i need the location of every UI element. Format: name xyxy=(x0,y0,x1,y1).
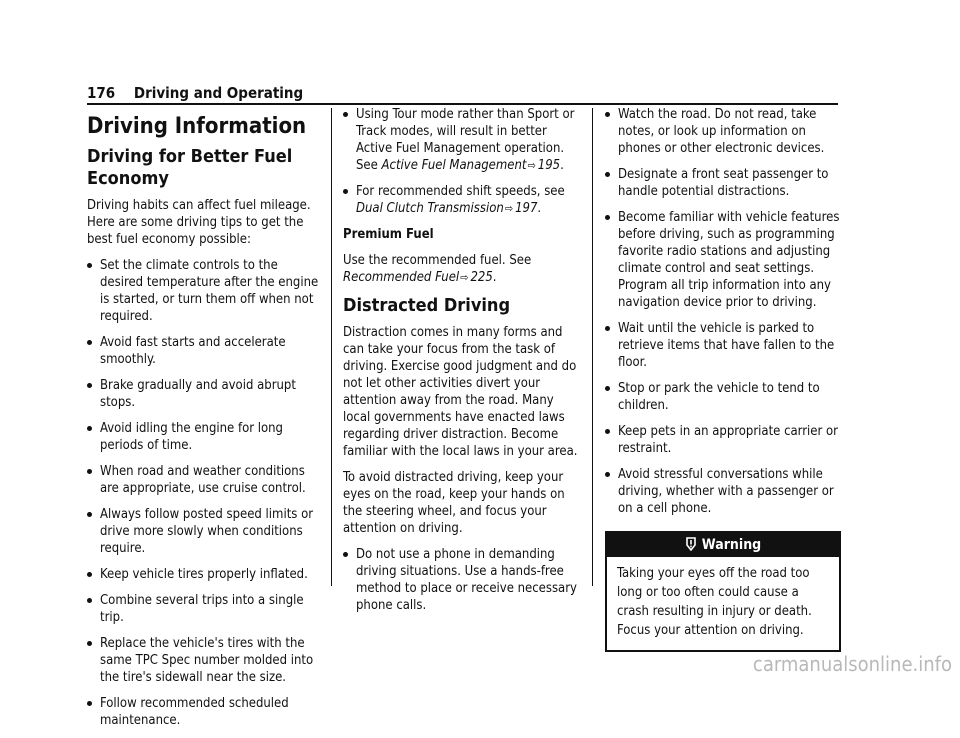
column-2 xyxy=(343,106,579,623)
list-item: When road and weather conditions are appropriate, use cruise control. xyxy=(87,463,319,497)
list-item: Replace the vehicle's tires with the same TPC Spec number molded into the tire's sidewall near the size. xyxy=(87,635,319,686)
list-item: Become familiar with vehicle features before driving, such as programming favorite radio stations and adjusting climate control and seat settings. Program all trip information into any navigation device prior to driving. xyxy=(605,209,841,311)
list-item: Set the climate controls to the desired temperature after the engine is started, or turn them off when not required. xyxy=(87,257,319,325)
period: . xyxy=(537,201,542,216)
warning-box xyxy=(605,531,841,652)
page-header xyxy=(87,84,303,102)
list-item: Keep vehicle tires properly inflated. xyxy=(87,566,319,583)
list-item: Always follow posted speed limits or drive more slowly when conditions require. xyxy=(87,506,319,557)
distraction-tips-list xyxy=(605,106,841,517)
warning-header xyxy=(607,533,839,557)
bullet-text: Using Tour mode rather than Sport or Track modes, will result in better Active Fuel Management operation. See xyxy=(356,107,575,173)
page-ref-195[interactable]: 195 xyxy=(537,158,561,173)
fuel-tips-list-continued xyxy=(343,106,579,217)
page-number: 176 xyxy=(87,84,116,102)
main-heading: Driving Information xyxy=(87,114,307,139)
list-item: Do not use a phone in demanding driving situations. Use a hands-free method to place or receive necessary phone calls. xyxy=(343,546,579,614)
period: . xyxy=(492,270,497,285)
distracted-paragraph-2: To avoid distracted driving, keep your eyes on the road, keep your hands on the steering wheel, and focus your attention on driving. xyxy=(343,470,565,536)
list-item xyxy=(343,106,579,174)
warning-icon xyxy=(685,534,697,558)
list-item: Avoid fast starts and accelerate smoothly. xyxy=(87,334,319,368)
list-item: Designate a front seat passenger to handle potential distractions. xyxy=(605,166,841,200)
list-item xyxy=(343,183,579,217)
column-divider-2 xyxy=(592,108,593,586)
distraction-list xyxy=(343,546,579,614)
column-1 xyxy=(87,106,319,738)
active-fuel-management-link[interactable]: Active Fuel Management xyxy=(381,158,527,173)
header-rule xyxy=(87,103,838,105)
list-item: Avoid idling the engine for long periods of time. xyxy=(87,420,319,454)
list-item: Wait until the vehicle is parked to retrieve items that have fallen to the floor. xyxy=(605,320,841,371)
period: . xyxy=(560,158,564,173)
list-item: Follow recommended scheduled maintenance. xyxy=(87,695,319,729)
distracted-paragraph-1: Distraction comes in many forms and can take your focus from the task of driving. Exercise good judgment and do not let other activities divert your attention away from the road. Many local governments have enacted laws regarding driver distraction. Become familiar with the local laws in your area. xyxy=(343,325,578,459)
warning-title: Warning xyxy=(701,537,762,553)
page-ref-arrow-icon: ⇨ xyxy=(527,159,536,172)
premium-fuel-heading: Premium Fuel xyxy=(343,227,434,242)
column-divider-1 xyxy=(331,108,332,586)
fuel-economy-intro: Driving habits can affect fuel mileage. Here are some driving tips to get the best fuel economy possible: xyxy=(87,198,311,247)
recommended-fuel-link[interactable]: Recommended Fuel xyxy=(343,270,460,285)
premium-fuel-text xyxy=(343,252,579,286)
premium-text: Use the recommended fuel. See xyxy=(343,253,532,268)
fuel-economy-heading: Driving for Better Fuel Economy xyxy=(87,146,293,189)
list-item: Watch the road. Do not read, take notes, or look up information on phones or other electronic devices. xyxy=(605,106,841,157)
page-ref-225[interactable]: 225 xyxy=(470,270,493,285)
watermark: carmanualsonline.info xyxy=(752,652,952,676)
distracted-driving-heading: Distracted Driving xyxy=(343,295,511,316)
page-ref-197[interactable]: 197 xyxy=(515,201,538,216)
list-item: Stop or park the vehicle to tend to children. xyxy=(605,380,841,414)
bullet-text: For recommended shift speeds, see xyxy=(356,184,565,199)
list-item: Keep pets in an appropriate carrier or restraint. xyxy=(605,423,841,457)
warning-text: Taking your eyes off the road too long or too often could cause a crash resulting in injury or death. Focus your attention on driving. xyxy=(617,566,812,638)
dual-clutch-transmission-link[interactable]: Dual Clutch Transmission xyxy=(356,201,504,216)
page-ref-arrow-icon: ⇨ xyxy=(460,271,469,284)
list-item: Brake gradually and avoid abrupt stops. xyxy=(87,377,319,411)
column-3 xyxy=(605,106,841,652)
section-title: Driving and Operating xyxy=(133,84,304,102)
list-item: Combine several trips into a single trip. xyxy=(87,592,319,626)
page-ref-arrow-icon: ⇨ xyxy=(504,202,514,215)
fuel-tips-list xyxy=(87,257,319,729)
list-item: Avoid stressful conversations while driving, whether with a passenger or on a cell phone. xyxy=(605,466,841,517)
